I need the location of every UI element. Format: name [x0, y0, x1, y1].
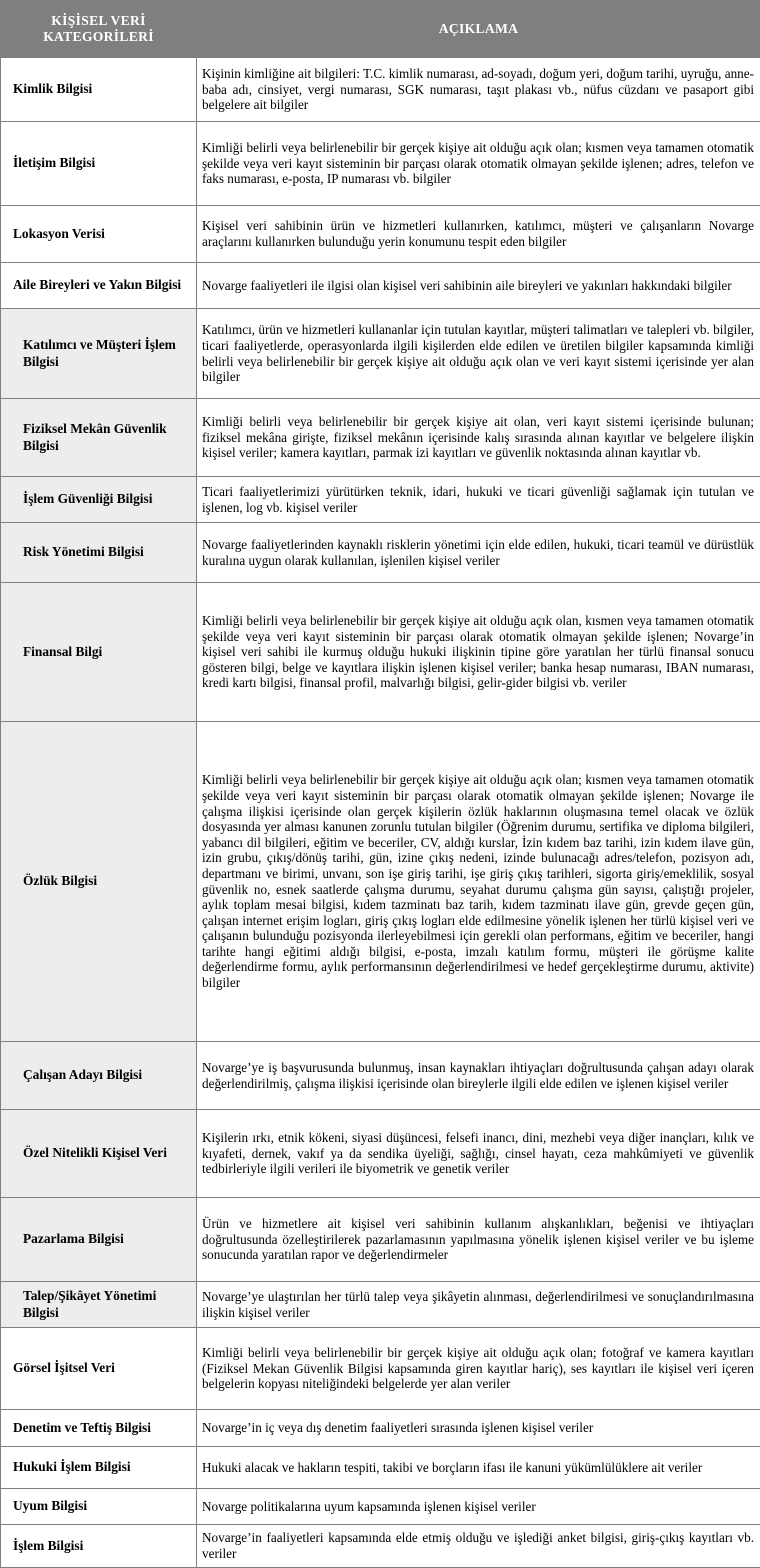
description-cell: Ticari faaliyetlerimizi yürütürken teknik, idari, hukuki ve ticari güvenliği sağlamak için tutulan ve işlenen, log vb. kişisel veriler — [197, 477, 760, 523]
description-cell: Novarge faaliyetlerinden kaynaklı risklerin yönetimi için elde edilen, hukuki, ticari teamül ve dürüstlük kuralına uygun olarak kullanılan, işlenilen kişisel veriler — [197, 523, 760, 583]
category-cell: Denetim ve Teftiş Bilgisi — [1, 1410, 197, 1447]
table-row — [1, 1198, 760, 1282]
category-cell: Özel Nitelikli Kişisel Veri — [1, 1110, 197, 1198]
category-cell: Görsel İşitsel Veri — [1, 1328, 197, 1410]
category-cell: Pazarlama Bilgisi — [1, 1198, 197, 1282]
header-category: KİŞİSEL VERİ KATEGORİLERİ — [1, 1, 197, 58]
table-row — [1, 263, 760, 309]
category-cell: Hukuki İşlem Bilgisi — [1, 1447, 197, 1489]
category-cell: Lokasyon Verisi — [1, 206, 197, 263]
description-cell: Kimliği belirli veya belirlenebilir bir gerçek kişiye ait olduğu açık olan; kısmen veya tamamen otomatik şekilde veya veri kayıt sisteminin bir parçası olarak otomatik olmayan şekilde işlenen; Novarge ile çalışma ilişkisi içerisinde olan gerçek kişilerin özlük haklarının oluşmasına temel olacak ve özlük dosyasında yer alması kanunen zorunlu tutulan bilgiler (Öğrenim durumu, sertifika ve diploma bilgileri, yabancı dil bilgileri, eğitim ve beceriler, CV, aldığı kurslar, İzin kıdem baz tarihi, izin kıdem ilave gün, izin grubu, çıkış/dönüş tarihi, gün, izine çıkış nedeni, izinde bulunacağı adres/telefon, pozisyon adı, departmanı ve birimi, unvanı, son işe giriş tarihi, işe giriş çıkış tarihleri, sigorta giriş/emeklilik, sosyal güvenlik no, esnek saatlerde çalışma durumu, seyahat durumu çalışma gün sayısı, çalıştığı projeler, aylık toplam mesai bilgisi, kıdem tazminatı baz tarih, kıdem tazminatı ilave gün, grevde geçen gün, çalışan internet erişim logları, giriş çıkış logları elde edilmesine yönelik işlenen her türlü kişisel veri ve çalışanın bulunduğu pozisyonda ilerleyebilmesi için gerekli olan performans, eğitim ve beceriler, hangi tarihte hangi eğitimi aldığı bilgisi, e-posta, imzalı katılım formu, müşteri ile görüşme kalite değerlendirme formu, aylık performansının değerlendirilmesi ve hedef gerçekleştirme durumu, aktivite) bilgiler — [197, 722, 760, 1042]
table-row — [1, 722, 760, 1042]
table-row — [1, 309, 760, 399]
category-cell: Özlük Bilgisi — [1, 722, 197, 1042]
category-cell: İşlem Bilgisi — [1, 1525, 197, 1568]
table-row — [1, 523, 760, 583]
table-row — [1, 1447, 760, 1489]
table-row — [1, 1410, 760, 1447]
category-cell: Katılımcı ve Müşteri İşlem Bilgisi — [1, 309, 197, 399]
description-cell: Ürün ve hizmetlere ait kişisel veri sahibinin kullanım alışkanlıkları, beğenisi ve ihtiyaçları doğrultusunda özelleştirilerek pazarlamasının yapılmasına yönelik işlenen kişisel veriler ve bu işleme sonucunda yaratılan rapor ve değerlendirmeler — [197, 1198, 760, 1282]
description-cell: Kişisel veri sahibinin ürün ve hizmetleri kullanırken, katılımcı, müşteri ve çalışanların Novarge araçlarını kullanırken bulunduğu yerin konumunu tespit eden bilgiler — [197, 206, 760, 263]
table-row — [1, 206, 760, 263]
category-cell: İletişim Bilgisi — [1, 122, 197, 206]
table-row — [1, 1328, 760, 1410]
description-cell: Kişinin kimliğine ait bilgileri: T.C. kimlik numarası, ad-soyadı, doğum yeri, doğum tarihi, uyruğu, anne-baba adı, cinsiyet, vergi numarası, SGK numarası, taşıt plakası vb., nüfus cüzdanı ve pasaport gibi belgelere ait bilgiler — [197, 58, 760, 122]
table-row — [1, 122, 760, 206]
category-cell: Talep/Şikâyet Yönetimi Bilgisi — [1, 1282, 197, 1328]
table-row — [1, 58, 760, 122]
table-row — [1, 1110, 760, 1198]
category-cell: Fiziksel Mekân Güvenlik Bilgisi — [1, 399, 197, 477]
description-cell: Novarge’ye iş başvurusunda bulunmuş, insan kaynakları ihtiyaçları doğrultusunda çalışan adayı olarak değerlendirilmiş, çalışma ilişkisi içerisinde olan bireylerle ilgili elde edilen ve işlenen kişisel veriler — [197, 1042, 760, 1110]
table-row — [1, 1489, 760, 1525]
description-cell: Novarge’in faaliyetleri kapsamında elde etmiş olduğu ve işlediği anket bilgisi, giriş-çıkış kayıtları vb. veriler — [197, 1525, 760, 1568]
description-cell: Novarge politikalarına uyum kapsamında işlenen kişisel veriler — [197, 1489, 760, 1525]
category-cell: Uyum Bilgisi — [1, 1489, 197, 1525]
header-description: AÇIKLAMA — [197, 1, 760, 58]
category-cell: Risk Yönetimi Bilgisi — [1, 523, 197, 583]
table-row — [1, 399, 760, 477]
description-cell: Kişilerin ırkı, etnik kökeni, siyasi düşüncesi, felsefi inancı, dini, mezhebi veya diğer inançları, kılık ve kıyafeti, dernek, vakıf ya da sendika üyeliği, sağlığı, cinsel hayatı, ceza mahkûmiyeti ve güvenlik tedbirleriyle ilgili verileri ile biyometrik ve genetik veriler — [197, 1110, 760, 1198]
table-row — [1, 1282, 760, 1328]
description-cell: Novarge’ye ulaştırılan her türlü talep veya şikâyetin alınması, değerlendirilmesi ve sonuçlandırılmasına ilişkin kişisel veriler — [197, 1282, 760, 1328]
category-cell: Finansal Bilgi — [1, 583, 197, 722]
table-row — [1, 1525, 760, 1568]
category-cell: İşlem Güvenliği Bilgisi — [1, 477, 197, 523]
description-cell: Novarge’in iç veya dış denetim faaliyetleri sırasında işlenen kişisel veriler — [197, 1410, 760, 1447]
description-cell: Kimliği belirli veya belirlenebilir bir gerçek kişiye ait olduğu açık olan; fotoğraf ve kamera kayıtları (Fiziksel Mekan Güvenlik Bilgisi kapsamında giren kayıtlar hariç), ses kayıtları ile kişisel veri içeren belgelerin kopyası niteliğindeki belgelerde yer alan veriler — [197, 1328, 760, 1410]
category-cell: Kimlik Bilgisi — [1, 58, 197, 122]
table-row — [1, 477, 760, 523]
category-cell: Aile Bireyleri ve Yakın Bilgisi — [1, 263, 197, 309]
description-cell: Kimliği belirli veya belirlenebilir bir gerçek kişiye ait olduğu açık olan, kısmen veya tamamen otomatik şekilde veya veri kayıt sisteminin bir parçası olarak otomatik olmayan şekilde işlenen; Novarge’in kişisel veri sahibi ile kurmuş olduğu hukuki ilişkinin tipine göre yaratılan her türlü finansal sonucu gösteren bilgi, belge ve kayıtlara ilişkin işlenen kişisel veriler; banka hesap numarası, IBAN numarası, kredi kartı bilgisi, finansal profil, malvarlığı bilgisi, gelir-gider bilgisi vb. veriler — [197, 583, 760, 722]
header-row — [1, 1, 760, 58]
description-cell: Kimliği belirli veya belirlenebilir bir gerçek kişiye ait olan, veri kayıt sistemi içerisinde bulunan; fiziksel mekâna girişte, fiziksel mekânın içerisinde kalış sırasında alınan kayıtlar ve belgelere ilişkin kişisel veriler; kamera kayıtları, parmak izi kayıtları ve güvenlik noktasında alınan kayıtlar vb. — [197, 399, 760, 477]
description-cell: Kimliği belirli veya belirlenebilir bir gerçek kişiye ait olduğu açık olan; kısmen veya tamamen otomatik şekilde veya veri kayıt sisteminin bir parçası olarak otomatik olmayan şekilde işlenen; adres, telefon ve faks numarası, e-posta, IP numarası vb. bilgiler — [197, 122, 760, 206]
table-row — [1, 1042, 760, 1110]
category-cell: Çalışan Adayı Bilgisi — [1, 1042, 197, 1110]
description-cell: Katılımcı, ürün ve hizmetleri kullananlar için tutulan kayıtlar, müşteri talimatları ve talepleri vb. bilgiler, ticari faaliyetlerde, operasyonlarda ilgili kişilerden elde edilen ve üretilen bilgiler kapsamında kimliği belirli veya belirlenebilir bir gerçek kişiye ait olduğu açık olan ve veri kayıt sistemi içerisinde yer alan bilgiler — [197, 309, 760, 399]
description-cell: Novarge faaliyetleri ile ilgisi olan kişisel veri sahibinin aile bireyleri ve yakınları hakkındaki bilgiler — [197, 263, 760, 309]
table-row — [1, 583, 760, 722]
description-cell: Hukuki alacak ve hakların tespiti, takibi ve borçların ifası ile kanuni yükümlülüklere ait veriler — [197, 1447, 760, 1489]
